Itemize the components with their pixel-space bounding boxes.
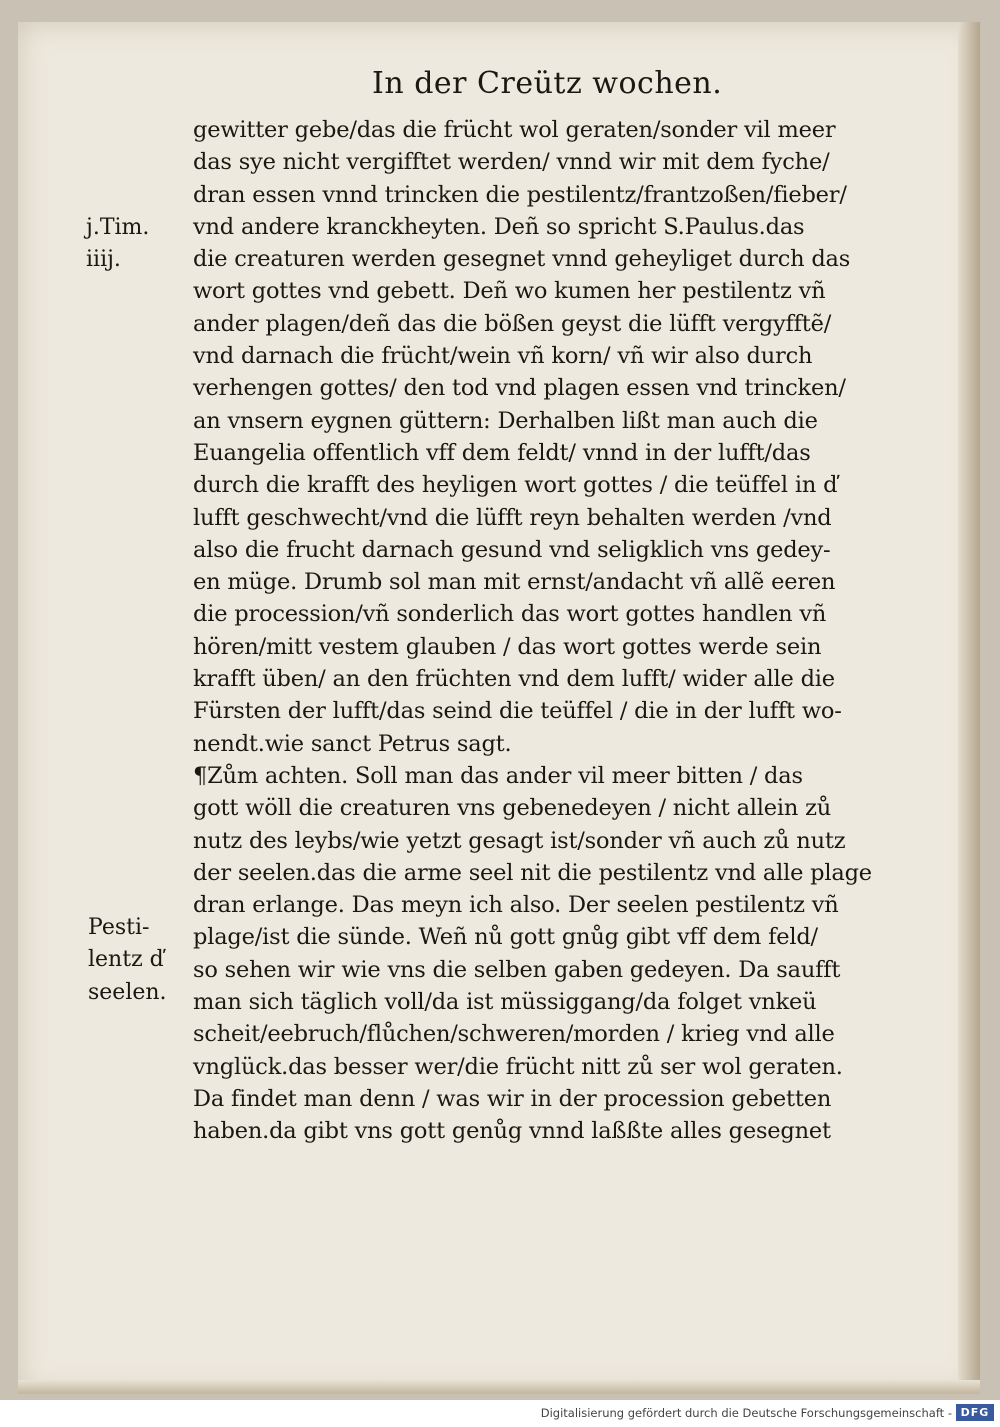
text-line: haben.da gibt vns gott genůg vnnd laßßte alles gesegnet [193,1118,831,1145]
text-line: Fürsten der lufft/das seind die teüffel / die in der lufft wo- [193,698,842,725]
page-edge [958,22,980,1394]
text-line: so sehen wir wie vns die selben gaben gedeyen. Da saufft [193,956,841,983]
text-line: also die frucht darnach gesund vnd seligklich vns gedey- [193,536,831,563]
text-line: Da findet man denn / was wir in der procession gebetten [193,1085,832,1112]
margin-note-pestilence [88,912,167,1009]
page-edge-bottom [18,1380,980,1394]
digitization-footer [0,1400,1000,1427]
text-line: wort gottes vnd gebett. Deñ wo kumen her pestilentz vñ [193,278,826,305]
margin-note-line: Pesti- [88,915,150,940]
text-line: ¶Zům achten. Soll man das ander vil meer bitten / das [193,762,803,789]
text-line: verhengen gottes/ den tod vnd plagen essen vnd trincken/ [193,375,846,402]
text-line: nendt.wie sanct Petrus sagt. [193,730,512,757]
text-line: vnglück.das besser wer/die frücht nitt zů ser wol geraten. [193,1053,843,1080]
text-line: an vnsern eygnen güttern: Derhalben lißt man auch die [193,407,818,434]
text-line: plage/ist die sünde. Weñ nů gott gnůg gibt vff dem feld/ [193,924,818,951]
text-line: en müge. Drumb sol man mit ernst/andacht vñ allẽ eeren [193,569,836,596]
text-line: die creaturen werden gesegnet vnnd geheyliget durch das [193,246,851,273]
funding-credit: Digitalisierung gefördert durch die Deutsche Forschungsgemeinschaft - [540,1406,952,1420]
text-line: gott wöll die creaturen vns gebenedeyen / nicht allein zů [193,795,832,822]
text-line: krafft üben/ an den früchten vnd dem lufft/ wider alle die [193,666,835,693]
margin-note-line: j.Tim. [86,215,150,240]
text-line: dran erlange. Das meyn ich also. Der seelen pestilentz vñ [193,892,839,919]
text-line: hören/mitt vestem glauben / das wort gottes werde sein [193,633,822,660]
running-head: In der Creütz wochen. [372,66,723,101]
text-line: die procession/vñ sonderlich das wort gottes handlen vñ [193,601,827,628]
margin-note-timothy [86,212,149,277]
text-line: der seelen.das die arme seel nit die pestilentz vnd alle plage [193,859,872,886]
text-line: ander plagen/deñ das die bößen geyst die lüfft vergyfftẽ/ [193,310,832,337]
margin-note-line: lentz ď [88,947,164,973]
text-line: Euangelia offentlich vff dem feldt/ vnnd in der lufft/das [193,439,811,466]
text-line: man sich täglich voll/da ist müssiggang/da folget vnkeü [193,989,817,1016]
text-line: dran essen vnnd trincken die pestilentz/frantzoßen/fieber/ [193,181,847,208]
text-line: das sye nicht vergifftet werden/ vnnd wir mit dem fyche/ [193,149,830,176]
body-text [193,114,933,1148]
margin-note-line: iiij. [86,247,121,273]
text-line: nutz des leybs/wie yetzt gesagt ist/sonder vñ auch zů nutz [193,827,846,854]
text-line: durch die krafft des heyligen wort gottes / die teüffel in ď [193,472,838,499]
margin-note-line: seelen. [88,979,167,1005]
dfg-logo: DFG [956,1404,994,1421]
text-line: vnd andere kranckheyten. Deñ so spricht S.Paulus.das [193,213,805,240]
text-line: lufft geschwecht/vnd die lüfft reyn behalten werden /vnd [193,504,832,531]
text-line: vnd darnach die frücht/wein vñ korn/ vñ wir also durch [193,343,813,370]
text-line: scheit/eebruch/flůchen/schweren/morden / krieg vnd alle [193,1021,835,1048]
text-line: gewitter gebe/das die frücht wol geraten/sonder vil meer [193,117,836,143]
